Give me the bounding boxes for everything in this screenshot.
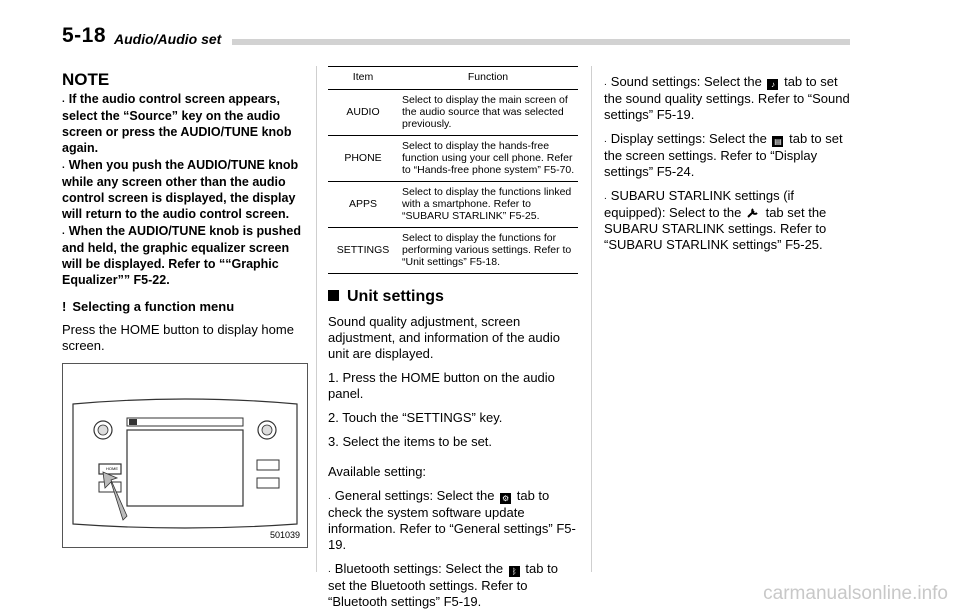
unit-settings-heading: Unit settings	[328, 288, 578, 306]
table-header: Function	[398, 67, 578, 90]
section-marker-icon	[328, 290, 339, 301]
audio-panel-illustration	[63, 364, 307, 547]
column-divider	[316, 66, 317, 572]
column-middle	[328, 66, 578, 610]
note-item: . When you push the AUDIO/TUNE knob while any screen other than the audio control screen is displayed, the display will return to the audio control screen.	[62, 158, 299, 221]
gear-icon: ⚙	[502, 494, 510, 503]
unit-settings-intro: Sound quality adjustment, screen adjustment, and information of the audio unit are displayed.	[328, 314, 560, 361]
column-right	[604, 66, 852, 253]
page-header	[62, 24, 850, 48]
display-settings-item: . Display settings: Select the ▤ tab to set the screen settings. Refer to “Display settings” F5-24.	[604, 131, 843, 179]
wrench-icon	[747, 207, 760, 218]
table-row	[328, 136, 578, 182]
note-item: . If the audio control screen appears, select the “Source” key on the audio screen or press the AUDIO/TUNE knob again.	[62, 92, 292, 155]
audio-panel-figure	[62, 363, 308, 548]
display-icon: ▤	[774, 137, 782, 146]
selecting-heading: ! Selecting a function menu	[62, 299, 235, 314]
home-button-label: HOME	[106, 466, 118, 471]
table-cell-function: Select to display the main screen of the audio source that was selected previously.	[398, 90, 578, 136]
note-list	[62, 91, 308, 288]
step-item: 3. Select the items to be set.	[328, 434, 493, 449]
figure-id: 501039	[269, 530, 300, 540]
step-item: 2. Touch the “SETTINGS” key.	[328, 410, 503, 425]
music-note-icon: ♪	[767, 79, 778, 90]
starlink-settings-item: . SUBARU STARLINK settings (if equipped): Select to the tab set the SUBARU STARLINK settings. Refer to “SUBARU STARLINK settings” F5-25.	[604, 188, 827, 252]
table-row	[328, 182, 578, 228]
table-cell-item: SETTINGS	[328, 228, 398, 274]
table-header-row	[328, 67, 578, 90]
header-rule	[232, 39, 850, 45]
function-table	[328, 66, 578, 274]
selecting-text: Press the HOME button to display home screen.	[62, 322, 294, 353]
table-row	[328, 90, 578, 136]
page-number: 5-18	[62, 24, 107, 47]
available-setting-label: Available setting:	[328, 464, 427, 479]
column-left	[62, 66, 308, 548]
bluetooth-settings-item: . Bluetooth settings: Select the ᛒ tab to set the Bluetooth settings. Refer to “Bluetooth settings” F5-19.	[328, 561, 558, 609]
bluetooth-icon: ᛒ	[509, 566, 520, 577]
table-row	[328, 228, 578, 274]
watermark: carmanualsonline.info	[763, 583, 948, 604]
table-cell-item: AUDIO	[328, 90, 398, 136]
step-item: 1. Press the HOME button on the audio panel.	[328, 370, 555, 401]
table-header: Item	[328, 67, 398, 90]
table-cell-function: Select to display the functions linked with a smartphone. Refer to “SUBARU STARLINK” F5-25.	[398, 182, 578, 228]
section-title: Audio/Audio set	[114, 31, 222, 47]
note-title: NOTE	[62, 70, 110, 89]
table-cell-function: Select to display the hands-free function using your cell phone. Refer to “Hands-free phone system” F5-70.	[398, 136, 578, 182]
table-cell-item: APPS	[328, 182, 398, 228]
table-cell-function: Select to display the functions for performing various settings. Refer to “Unit settings” F5-18.	[398, 228, 578, 274]
table-cell-item: PHONE	[328, 136, 398, 182]
note-item: . When the AUDIO/TUNE knob is pushed and held, the graphic equalizer screen will be displayed. Refer to ““Graphic Equalizer”” F5-22.	[62, 224, 301, 287]
sound-settings-item: . Sound settings: Select the ♪ tab to set the sound quality settings. Refer to “Sound settings” F5-19.	[604, 74, 850, 122]
column-divider	[591, 66, 592, 572]
general-settings-item: . General settings: Select the ⚙ tab to check the system software update information. Refer to “General settings” F5-19.	[328, 488, 576, 552]
